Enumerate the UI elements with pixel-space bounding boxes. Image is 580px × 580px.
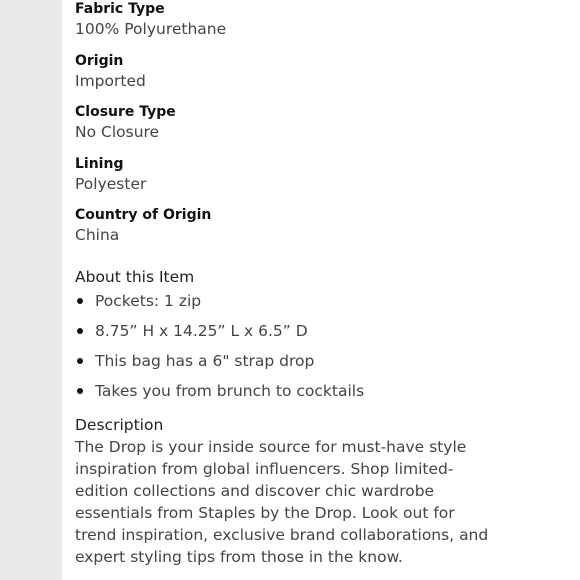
attribute-label: Country of Origin bbox=[75, 207, 212, 223]
attribute-value: Imported bbox=[75, 71, 146, 90]
attribute-closure-type bbox=[75, 103, 570, 143]
description-section bbox=[75, 414, 570, 568]
description-text: The Drop is your inside source for must-have style inspiration from global influencers. Shop limited-edition collections and discover chic wardrobe essentials from Staples by the Drop. Look out for trend inspiration, exclusive brand collaborations, and expert styling tips from those in the know. bbox=[75, 438, 489, 566]
attribute-value: 100% Polyurethane bbox=[75, 20, 227, 38]
attribute-value: China bbox=[75, 226, 120, 244]
list-item-text: Pockets: 1 zip bbox=[95, 292, 202, 310]
attribute-lining bbox=[75, 155, 570, 195]
attribute-origin bbox=[75, 52, 570, 92]
product-details-panel bbox=[62, 0, 580, 580]
list-item-text: Takes you from brunch to cocktails bbox=[95, 382, 365, 400]
list-item bbox=[75, 350, 570, 372]
about-this-item-list bbox=[75, 290, 570, 402]
attribute-country-of-origin bbox=[75, 206, 570, 246]
attribute-label: Closure Type bbox=[75, 104, 176, 120]
about-this-item-section bbox=[75, 266, 570, 402]
bullet-icon bbox=[77, 328, 83, 334]
list-item-text: 8.75” H x 14.25” L x 6.5” D bbox=[95, 322, 308, 340]
attribute-label: Fabric Type bbox=[75, 1, 165, 17]
about-this-item-heading: About this Item bbox=[75, 268, 195, 286]
attribute-value: Polyester bbox=[75, 174, 147, 193]
bullet-icon bbox=[77, 298, 83, 304]
list-item bbox=[75, 320, 570, 342]
bullet-icon bbox=[77, 388, 83, 394]
description-heading: Description bbox=[75, 416, 164, 434]
attribute-value: No Closure bbox=[75, 123, 160, 141]
attribute-label: Origin bbox=[75, 52, 124, 69]
list-item bbox=[75, 290, 570, 312]
product-details-content bbox=[75, 0, 570, 568]
list-item-text: This bag has a 6" strap drop bbox=[95, 352, 315, 370]
bullet-icon bbox=[77, 358, 83, 364]
attribute-label: Lining bbox=[75, 155, 124, 172]
list-item bbox=[75, 380, 570, 402]
attribute-fabric-type bbox=[75, 0, 570, 40]
